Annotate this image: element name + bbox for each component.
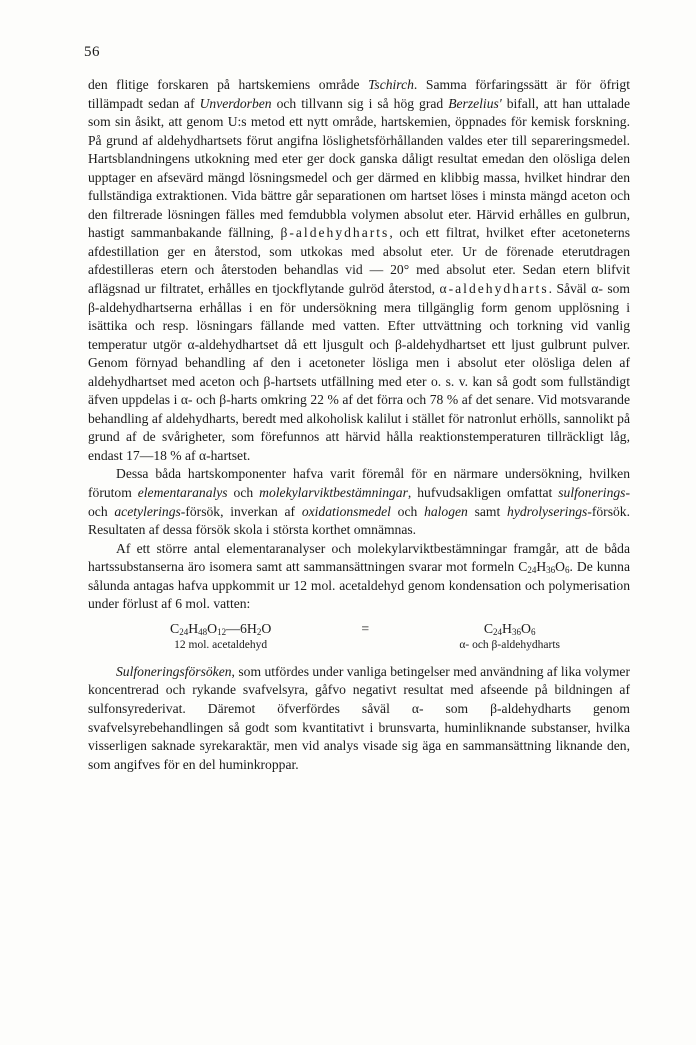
text-run: , som utfördes under vanliga betingelser med användning af lika volymer koncentrerad och rykande svafvelsyra, gåfvo negativt resultat med afseende på bildningen af sulfonsyrederivat. Däremot öfverfördes såväl α- som β-aldehydharts genom svafvelsyrebehandlingen så godt som kvantitativt i brunsvarta, huminliknande substanser, hvilka visserligen saknade syrekaraktär, men vid analys visade sig äga en sammansättning liknande den, som angifves för en del huminkroppar. <box>88 663 630 772</box>
text-run: Af ett större antal elementaranalyser och molekylarviktbestämningar framgår, att de båda hartssubstanserna äro isomera samt att sammansättningen svarar mot formeln C <box>88 540 630 575</box>
subscript: 24 <box>527 565 537 576</box>
formula-caption-right: α- och β-aldehydharts <box>459 638 560 651</box>
paragraph-separation-method <box>88 76 630 465</box>
term-sulfoneringsforsoken: Sulfoneringsförsöken <box>116 663 232 679</box>
formula-aldehydharts <box>484 619 536 638</box>
formula-symbol: H <box>188 620 199 636</box>
text-run: försök. Resultaten af dessa försök skola i största korthet omnämnas. <box>88 503 630 538</box>
formula-symbol: —6H <box>226 620 257 636</box>
text-run: . Samma förfaringssätt är för öfrigt tillämpadt sedan af <box>88 77 630 111</box>
text-run: den flitige forskaren på hartskemiens område <box>88 77 369 92</box>
text-run: , och ett filtrat, hvilket efter acetoneterns afdestillation ger en återstod, som utkokas med absolut eter. Ur de förenade eterutdragen afdestilleras etern och återstoden behandlas vid — 20° med absolut eter. Sedan etern blifvit aflägsnad ur filtratet, erhålles en tjockflytande gulröd återstod, <box>88 225 630 297</box>
subscript: 36 <box>512 626 522 637</box>
page-number: 56 <box>84 44 100 60</box>
text-run: och <box>227 485 260 501</box>
equation-left-side <box>170 619 271 653</box>
formula-caption-left: 12 mol. acetaldehyd <box>174 638 268 651</box>
text-run: . Såväl α- som β-aldehydhartserna erhållas i en för undersökning mera tillgänglig form genom upplösning i isättika och resp. lösningars fällande med vatten. Efter uttvättning och torkning vid vanlig temperatur utgör α-aldehydhartset då ett ljusgult och β-aldehydhartset ett ljust gulbrunt pulver. Genom förnyad behandling af den i acetoneter lösliga men i absolut eter olösliga delen af aldehydhartset med aceton och β-hartsets utfällning med eter o. s. v. kan så godt som fullständigt äfven uppdelas i α- och β-harts omkring 22 % af det förra och 78 % af det senare. Vid motsvarande behandling af aldehydharts, beredt med alkoholisk kalilut i stället för natronlut erhölls, sannolikt på grund af de svårigheter, som förefunnos att härvid hålla reaktionstemperaturen tillräckligt låg, endast 17—18 % af α-hartset. <box>88 281 630 463</box>
text-run: samt <box>467 503 508 519</box>
subscript: 36 <box>546 565 556 576</box>
subscript: 24 <box>493 626 503 637</box>
equation-right-side <box>459 619 560 653</box>
text-run: bifall, att han uttalade som sin åsikt, att genom U:s metod ett nytt område, hartskemien, öppnades för kemisk forskning. På grund af aldehydhartsets förut angifna löslighetsförhållanden valdes eter till separeringsmedel. Hartsblandningens utkokning med eter ger dock ganska dåligt resultat emedan den olösliga delen upptager en afsevärd mängd lösningsmedel och ger därmed en klibbig massa, hvilket hindrar den fullständiga extraktionen. Vida bättre går separationen om hartset löses i minsta mängd aceton och den filtrerade lösningen fälles med femdubbla volymen absolut eter. Härvid erhålles en gulbrun, hastigt sammanbakande fällning, <box>88 95 630 241</box>
formula-symbol: C <box>170 620 180 636</box>
text-run: H <box>536 559 547 575</box>
formula-symbol: O <box>261 620 272 636</box>
subscript: 48 <box>198 626 208 637</box>
paragraph-investigation <box>88 465 630 539</box>
term-alpha-aldehydharts: α-aldehydharts <box>439 281 549 297</box>
formula-symbol: C <box>483 620 494 636</box>
term-beta-aldehydharts: β-aldehydharts <box>280 225 390 241</box>
formula-symbol: O <box>521 620 531 636</box>
text-run: . De kunna sålunda antagas hafva uppkommit ur 12 mol. acetaldehyd genom kondensation och polymerisation under förlust af 6 mol. vatten: <box>88 559 630 612</box>
text-run: , hufvudsakligen omfattat <box>407 485 559 501</box>
text-run: och <box>390 503 425 519</box>
subscript: 6 <box>530 626 536 637</box>
formula-symbol: H <box>502 620 513 636</box>
formula-acetaldehyde <box>170 619 271 638</box>
subscript: 2 <box>256 626 262 637</box>
term-sulfonerings: sulfonerings- <box>558 485 630 501</box>
term-hydrolyserings: hydrolyserings- <box>507 503 592 519</box>
author-name-unverdorben: Unverdorben <box>199 95 272 111</box>
subscript: 12 <box>217 626 227 637</box>
subscript: 24 <box>179 626 189 637</box>
paragraph-sulfonation <box>88 663 630 774</box>
equals-sign: = <box>361 620 370 636</box>
term-acetylerings: acetylerings- <box>114 503 186 519</box>
text-run: och <box>88 503 115 519</box>
text-run: O <box>555 559 565 575</box>
text-run: försök, inverkan af <box>185 503 302 519</box>
term-halogen: halogen <box>424 503 468 519</box>
term-elementaranalys: elementaranalys <box>137 485 228 501</box>
subscript: 6 <box>564 565 570 576</box>
term-molekylarviktbestamningar: molekylarviktbestämningar <box>259 485 408 501</box>
chemical-equation <box>88 619 630 653</box>
paragraph-formula-intro <box>88 540 630 614</box>
text-run: Dessa båda hartskomponenter hafva varit föremål för en närmare undersökning, hvilken förutom <box>88 466 630 501</box>
body-text <box>88 76 630 774</box>
author-name-tschirch: Tschirch <box>368 77 414 92</box>
term-oxidationsmedel: oxidationsmedel <box>301 503 391 519</box>
formula-symbol: O <box>207 620 218 636</box>
text-run: och tillvann sig i så hög grad <box>271 95 449 111</box>
author-name-berzelius: Berzelius' <box>448 95 502 111</box>
